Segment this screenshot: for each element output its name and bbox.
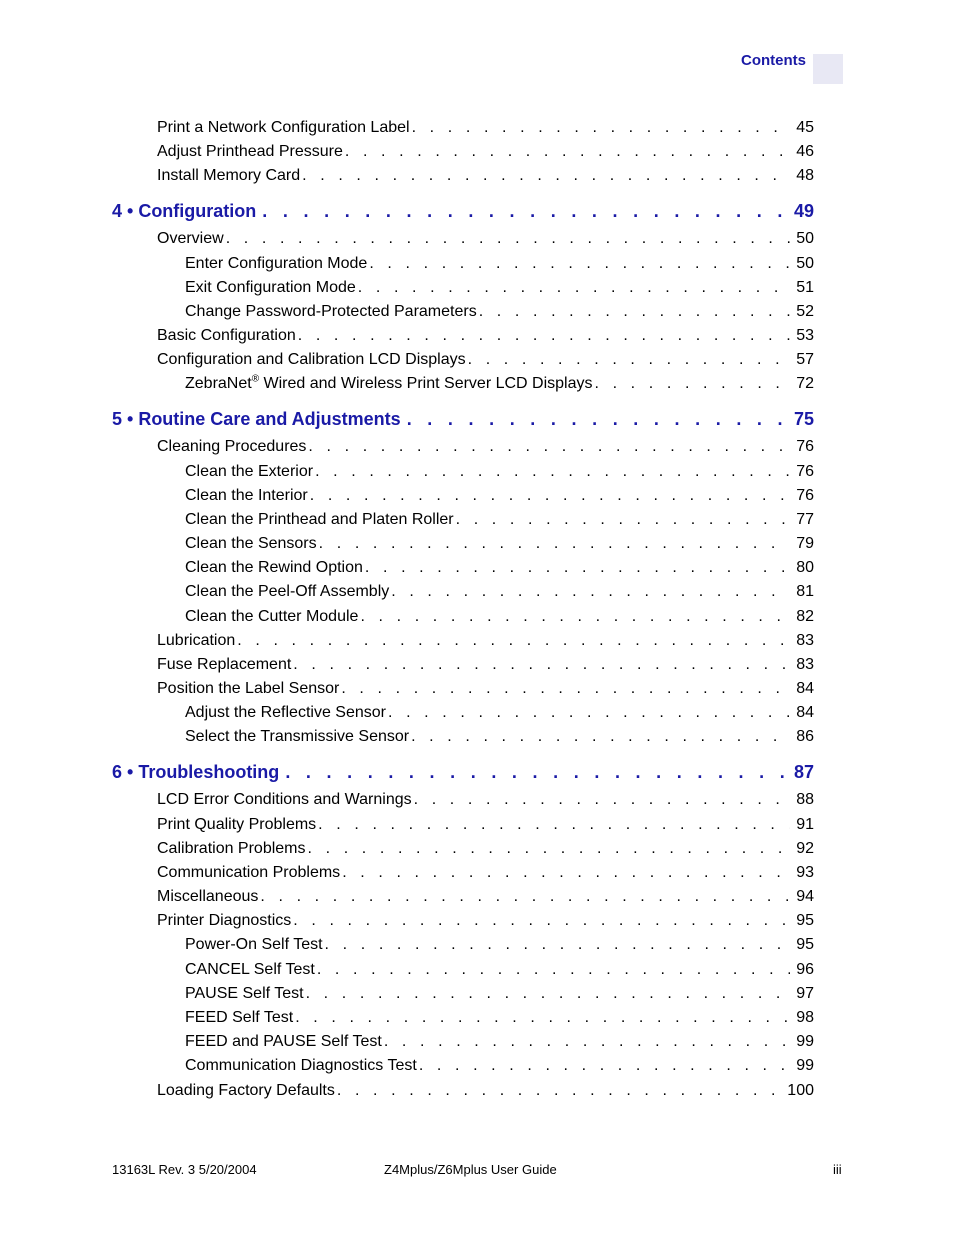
toc-entry[interactable] [185,462,814,482]
toc-entry[interactable] [185,607,814,627]
toc-entry-title: Clean the Peel-Off Assembly [185,583,390,600]
toc-page-number: 81 [796,583,814,600]
toc-entry[interactable] [157,166,814,186]
toc-entry[interactable] [157,863,814,883]
toc-page-number: 83 [796,632,814,649]
footer-page-number: iii [833,1162,842,1177]
toc-entry-title: Print Quality Problems [157,816,317,833]
toc-page-number: 87 [793,762,814,782]
toc-page-number: 86 [796,728,814,745]
toc-entry[interactable] [185,302,814,322]
toc-entry[interactable] [185,935,814,955]
toc-entry-title: Communication Diagnostics Test [185,1057,417,1074]
toc-entry[interactable] [185,374,814,394]
toc-entry-title: FEED and PAUSE Self Test [185,1033,382,1050]
toc-page-number: 99 [796,1057,814,1074]
toc-dot-leader [391,582,790,602]
toc-page-number: 95 [796,936,814,953]
toc-entry[interactable] [157,815,814,835]
toc-dot-leader [262,199,788,223]
toc-page-number: 76 [796,438,814,455]
toc-chapter-entry[interactable] [112,760,814,784]
toc-entry-title: Change Password-Protected Parameters [185,303,477,320]
toc-dot-leader [360,607,790,627]
toc-page-number: 75 [793,409,814,429]
toc-entry[interactable] [185,534,814,554]
toc-entry[interactable] [185,510,814,530]
toc-entry[interactable] [185,486,814,506]
toc-dot-leader [384,1032,790,1052]
toc-entry[interactable] [157,631,814,651]
toc-dot-leader [237,631,790,651]
toc-entry-title: Power-On Self Test [185,936,323,953]
toc-page-number: 84 [796,704,814,721]
toc-page-number: 48 [796,167,814,184]
toc-entry-title: Miscellaneous [157,888,259,905]
toc-entry[interactable] [185,582,814,602]
toc-entry-title: Exit Configuration Mode [185,279,356,296]
toc-entry[interactable] [185,960,814,980]
toc-page-number: 96 [796,961,814,978]
toc-page-number: 53 [796,327,814,344]
toc-entry[interactable] [157,118,814,138]
toc-entry[interactable] [185,1008,814,1028]
toc-page-number: 45 [796,119,814,136]
toc-entry-title: Adjust the Reflective Sensor [185,704,386,721]
toc-entry-title: Lubrication [157,632,236,649]
toc-page-number: 92 [796,840,814,857]
toc-entry-title: Basic Configuration [157,327,296,344]
toc-page-number: 100 [787,1082,814,1099]
toc-dot-leader [226,229,791,249]
toc-entry-title: Clean the Cutter Module [185,608,359,625]
toc-entry[interactable] [185,984,814,1004]
toc-dot-leader [414,790,791,810]
toc-page-number: 94 [796,888,814,905]
toc-page-number: 57 [796,351,814,368]
toc-entry[interactable] [185,1056,814,1076]
toc-page-number: 49 [793,201,814,221]
toc-entry-title: Cleaning Procedures [157,438,307,455]
toc-entry-title: Clean the Printhead and Platen Roller [185,511,454,528]
toc-dot-leader [302,166,790,186]
toc-entry-title: CANCEL Self Test [185,961,315,978]
toc-entry-title: Clean the Sensors [185,535,317,552]
toc-page-number: 83 [796,656,814,673]
toc-entry-title: Enter Configuration Mode [185,255,368,272]
footer-doc-id: 13163L Rev. 3 5/20/2004 [112,1162,257,1177]
toc-entry[interactable] [185,254,814,274]
toc-entry[interactable] [157,350,814,370]
toc-entry-title: Adjust Printhead Pressure [157,143,343,160]
toc-dot-leader [260,887,790,907]
section-header: Contents [741,52,806,69]
toc-entry[interactable] [185,727,814,747]
toc-page-number: 80 [796,559,814,576]
toc-entry-title: 5 • Routine Care and Adjustments [112,409,401,429]
toc-page-number: 76 [796,487,814,504]
toc-entry-title: Printer Diagnostics [157,912,292,929]
toc-entry-title: Calibration Problems [157,840,306,857]
toc-dot-leader [369,254,790,274]
header-tab-marker [813,54,843,84]
toc-entry-title: Clean the Exterior [185,463,314,480]
toc-page-number: 82 [796,608,814,625]
toc-page-number: 76 [796,463,814,480]
toc-entry-title: Position the Label Sensor [157,680,340,697]
toc-page-number: 77 [796,511,814,528]
toc-dot-leader [595,374,791,394]
toc-entry[interactable] [157,326,814,346]
toc-page-number: 97 [796,985,814,1002]
toc-page-number: 72 [796,375,814,392]
toc-page-number: 99 [796,1033,814,1050]
registered-mark: ® [251,373,260,385]
toc-dot-leader [419,1056,790,1076]
toc-entry-title: ZebraNet® Wired and Wireless Print Server LCD Displays [185,373,593,392]
toc-dot-leader [306,984,791,1004]
toc-dot-leader [342,863,790,883]
toc-entry-title: Configuration and Calibration LCD Displays [157,351,466,368]
toc-entry[interactable] [157,1081,814,1101]
toc-dot-leader [308,437,790,457]
toc-entry-title: Install Memory Card [157,167,301,184]
toc-entry-title: Loading Factory Defaults [157,1082,335,1099]
toc-dot-leader [293,911,790,931]
toc-entry-title: Communication Problems [157,864,341,881]
toc-entry-title: Select the Transmissive Sensor [185,728,410,745]
toc-entry-title: LCD Error Conditions and Warnings [157,791,412,808]
toc-entry-title: Overview [157,230,224,247]
toc-entry[interactable] [185,1032,814,1052]
toc-dot-leader [365,558,790,578]
toc-dot-leader [456,510,791,530]
toc-dot-leader [325,935,791,955]
toc-page-number: 52 [796,303,814,320]
toc-page-number: 91 [796,816,814,833]
toc-dot-leader [285,760,788,784]
toc-page-number: 84 [796,680,814,697]
toc-dot-leader [358,278,790,298]
toc-chapter-entry[interactable] [112,199,814,223]
toc-dot-leader [319,534,791,554]
toc-entry[interactable] [157,229,814,249]
toc-entry[interactable] [157,142,814,162]
toc-dot-leader [337,1081,781,1101]
toc-entry[interactable] [157,790,814,810]
toc-page-number: 50 [796,230,814,247]
toc-entry[interactable] [157,887,814,907]
toc-entry[interactable] [157,679,814,699]
toc-entry-title: PAUSE Self Test [185,985,304,1002]
toc-dot-leader [411,727,790,747]
toc-dot-leader [388,703,790,723]
toc-dot-leader [298,326,790,346]
toc-entry[interactable] [157,437,814,457]
toc-page-number: 50 [796,255,814,272]
toc-dot-leader [293,655,790,675]
toc-dot-leader [479,302,791,322]
toc-dot-leader [308,839,791,859]
toc-entry-title: Print a Network Configuration Label [157,119,410,136]
toc-entry[interactable] [185,558,814,578]
toc-chapter-entry[interactable] [112,407,814,431]
toc-dot-leader [310,486,790,506]
toc-dot-leader [295,1008,790,1028]
toc-dot-leader [468,350,791,370]
toc-entry[interactable] [185,278,814,298]
toc-page-number: 93 [796,864,814,881]
toc-entry[interactable] [157,655,814,675]
toc-dot-leader [412,118,791,138]
toc-entry[interactable] [157,911,814,931]
toc-page-number: 98 [796,1009,814,1026]
toc-entry-title: Fuse Replacement [157,656,292,673]
toc-page-number: 79 [796,535,814,552]
toc-entry[interactable] [157,839,814,859]
toc-entry-title: 4 • Configuration [112,201,257,221]
toc-entry-title: 6 • Troubleshooting [112,762,280,782]
toc-dot-leader [317,960,790,980]
toc-dot-leader [407,407,788,431]
toc-dot-leader [341,679,790,699]
toc-page-number: 51 [796,279,814,296]
toc-entry[interactable] [185,703,814,723]
toc-dot-leader [315,462,790,482]
toc-page-number: 46 [796,143,814,160]
toc-entry-title: Clean the Rewind Option [185,559,363,576]
toc-page-number: 88 [796,791,814,808]
toc-page-number: 95 [796,912,814,929]
footer-guide-title: Z4Mplus/Z6Mplus User Guide [384,1162,557,1177]
toc-dot-leader [345,142,790,162]
toc-entry-title: FEED Self Test [185,1009,294,1026]
toc-dot-leader [318,815,790,835]
toc-entry-title: Clean the Interior [185,487,308,504]
